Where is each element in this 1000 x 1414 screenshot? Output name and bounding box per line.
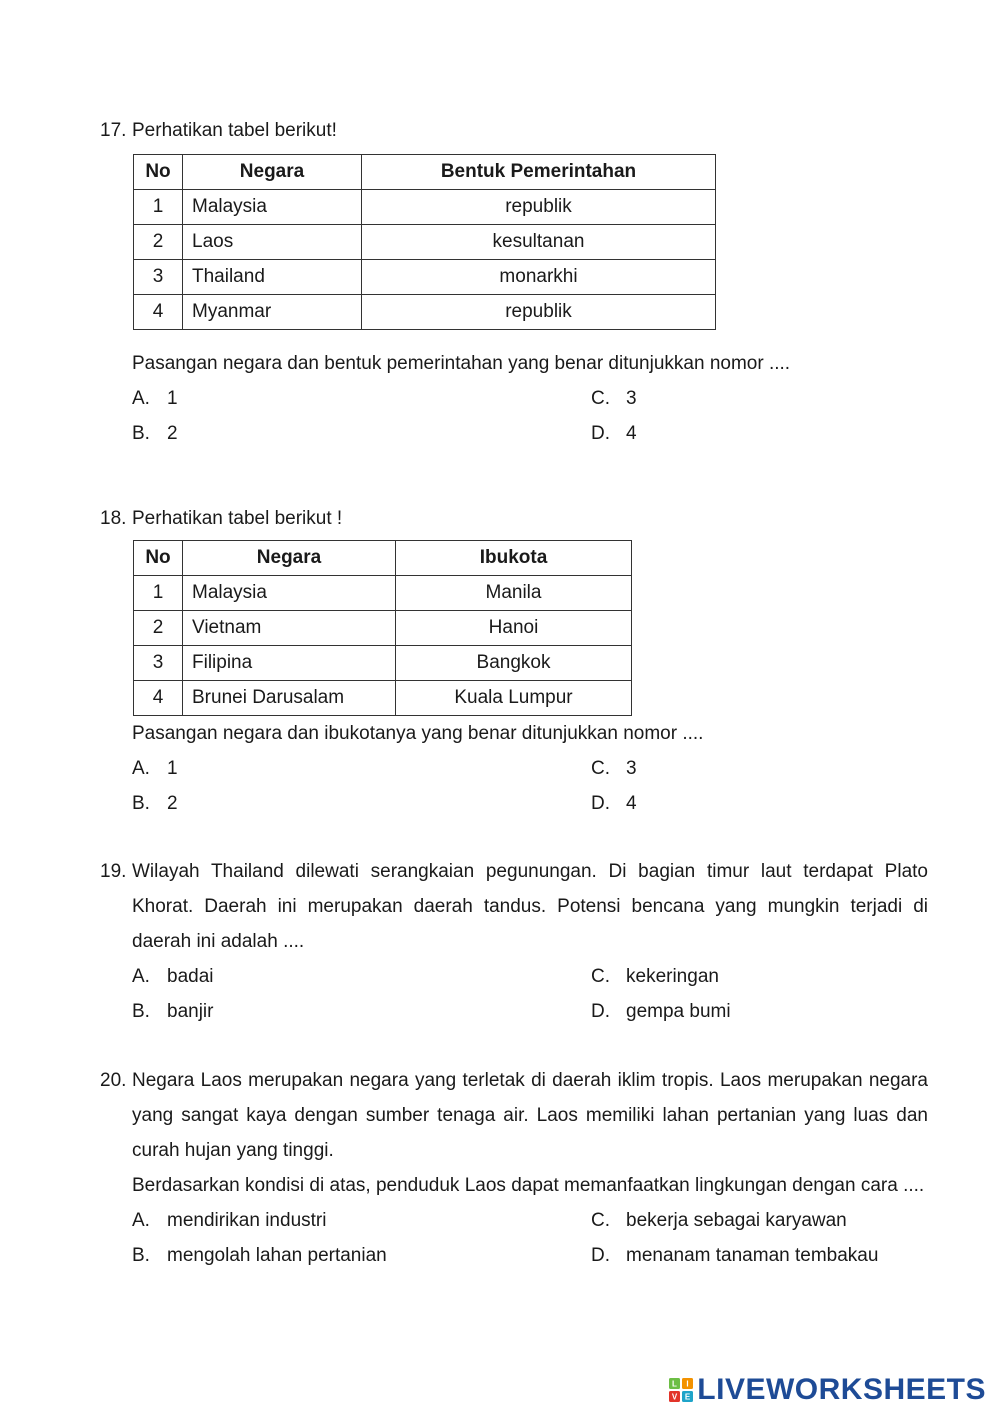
icon-letter: L <box>672 1379 678 1389</box>
table-row <box>134 611 632 646</box>
option-text: 2 <box>167 423 178 444</box>
table-row <box>134 646 632 681</box>
icon-letter: E <box>685 1392 691 1402</box>
question-17 <box>100 116 928 451</box>
option-text: 4 <box>626 423 637 444</box>
question-stem: Pasangan negara dan bentuk pemerintahan yang benar ditunjukkan nomor .... <box>132 353 791 374</box>
question-number: 20. <box>100 1070 127 1091</box>
question-number: 17. <box>100 120 127 141</box>
option-letter: C. <box>591 388 610 409</box>
option-d[interactable] <box>591 416 637 451</box>
option-letter: B. <box>132 1001 150 1022</box>
question-number: 19. <box>100 861 127 882</box>
question-19 <box>100 854 928 1029</box>
option-letter: B. <box>132 793 150 814</box>
option-letter: C. <box>591 758 610 779</box>
cell-bentuk: kesultanan <box>362 225 716 260</box>
table-header-row <box>134 155 716 190</box>
question-text: Wilayah Thailand dilewati serangkaian pegunungan. Di bagian timur laut terdapat Plato Khorat. Daerah ini merupakan daerah tandus. Potensi bencana yang mungkin terjadi di daerah ini adalah .... <box>132 861 928 952</box>
cell-negara: Laos <box>183 225 362 260</box>
option-text: 1 <box>167 758 178 779</box>
question-20 <box>100 1063 928 1273</box>
option-d[interactable] <box>591 994 731 1029</box>
table-row <box>134 295 716 330</box>
question-number: 18. <box>100 508 127 529</box>
col-bentuk-header: Bentuk Pemerintahan <box>362 155 716 190</box>
option-letter: B. <box>132 423 150 444</box>
option-text: mendirikan industri <box>167 1210 327 1231</box>
option-b[interactable] <box>132 786 178 821</box>
question-paragraph: Negara Laos merupakan negara yang terletak di daerah iklim tropis. Laos merupakan negara yang sangat kaya dengan sumber tenaga air. Laos memiliki lahan pertanian yang luas dan curah hujan yang tinggi. <box>132 1070 928 1161</box>
option-letter: A. <box>132 966 150 987</box>
liveworksheets-icon <box>669 1378 693 1402</box>
question-paragraph: Berdasarkan kondisi di atas, penduduk Laos dapat memanfaatkan lingkungan dengan cara .... <box>132 1175 925 1196</box>
capital-table <box>133 540 632 716</box>
option-text: gempa bumi <box>626 1001 731 1022</box>
col-negara-header: Negara <box>183 541 396 576</box>
col-negara-header: Negara <box>183 155 362 190</box>
answer-options <box>132 381 928 451</box>
option-d[interactable] <box>591 1238 878 1273</box>
option-letter: A. <box>132 758 150 779</box>
option-a[interactable] <box>132 751 178 786</box>
option-letter: D. <box>591 793 610 814</box>
option-text: 1 <box>167 388 178 409</box>
cell-no: 1 <box>134 576 183 611</box>
option-letter: C. <box>591 1210 610 1231</box>
option-letter: D. <box>591 423 610 444</box>
option-a[interactable] <box>132 1203 326 1238</box>
option-b[interactable] <box>132 1238 387 1273</box>
option-text: 3 <box>626 758 637 779</box>
option-letter: B. <box>132 1245 150 1266</box>
question-stem: Pasangan negara dan ibukotanya yang benar ditunjukkan nomor .... <box>132 723 704 744</box>
cell-no: 3 <box>134 646 183 681</box>
col-no-header: No <box>134 155 183 190</box>
col-ibukota-header: Ibukota <box>396 541 632 576</box>
cell-negara: Malaysia <box>183 190 362 225</box>
option-c[interactable] <box>591 959 719 994</box>
question-text <box>132 1063 928 1203</box>
table-row <box>134 260 716 295</box>
cell-no: 1 <box>134 190 183 225</box>
option-a[interactable] <box>132 959 214 994</box>
government-table <box>133 154 716 330</box>
table-row <box>134 190 716 225</box>
liveworksheets-logo[interactable] <box>669 1372 986 1408</box>
option-text: menanam tanaman tembakau <box>626 1245 879 1266</box>
question-intro: Perhatikan tabel berikut! <box>132 120 337 141</box>
cell-negara: Myanmar <box>183 295 362 330</box>
option-text: badai <box>167 966 214 987</box>
cell-no: 2 <box>134 225 183 260</box>
answer-options <box>132 751 928 821</box>
answer-options <box>132 1203 928 1273</box>
option-letter: C. <box>591 966 610 987</box>
icon-letter: V <box>672 1392 678 1402</box>
option-c[interactable] <box>591 1203 847 1238</box>
question-18 <box>100 504 928 821</box>
option-text: 2 <box>167 793 178 814</box>
cell-bentuk: republik <box>362 190 716 225</box>
cell-no: 4 <box>134 681 183 716</box>
option-letter: A. <box>132 1210 150 1231</box>
cell-no: 3 <box>134 260 183 295</box>
option-a[interactable] <box>132 381 178 416</box>
option-text: kekeringan <box>626 966 719 987</box>
question-intro: Perhatikan tabel berikut ! <box>132 508 343 529</box>
cell-negara: Thailand <box>183 260 362 295</box>
option-text: 4 <box>626 793 637 814</box>
table-header-row <box>134 541 632 576</box>
cell-negara: Vietnam <box>183 611 396 646</box>
table-row <box>134 225 716 260</box>
cell-negara: Brunei Darusalam <box>183 681 396 716</box>
option-text: 3 <box>626 388 637 409</box>
cell-bentuk: monarkhi <box>362 260 716 295</box>
cell-no: 2 <box>134 611 183 646</box>
table-row <box>134 681 632 716</box>
cell-bentuk: republik <box>362 295 716 330</box>
table-row <box>134 576 632 611</box>
cell-negara: Filipina <box>183 646 396 681</box>
option-text: mengolah lahan pertanian <box>167 1245 387 1266</box>
cell-ibukota: Manila <box>396 576 632 611</box>
icon-letter: I <box>686 1379 689 1389</box>
option-text: bekerja sebagai karyawan <box>626 1210 847 1231</box>
option-text: banjir <box>167 1001 214 1022</box>
option-b[interactable] <box>132 416 178 451</box>
cell-ibukota: Kuala Lumpur <box>396 681 632 716</box>
cell-ibukota: Bangkok <box>396 646 632 681</box>
cell-ibukota: Hanoi <box>396 611 632 646</box>
option-letter: D. <box>591 1245 610 1266</box>
answer-options <box>132 959 928 1029</box>
option-letter: A. <box>132 388 150 409</box>
option-b[interactable] <box>132 994 213 1029</box>
cell-negara: Malaysia <box>183 576 396 611</box>
col-no-header: No <box>134 541 183 576</box>
option-letter: D. <box>591 1001 610 1022</box>
logo-text: LIVEWORKSHEETS <box>697 1373 986 1406</box>
option-d[interactable] <box>591 786 637 821</box>
cell-no: 4 <box>134 295 183 330</box>
option-c[interactable] <box>591 751 637 786</box>
option-c[interactable] <box>591 381 637 416</box>
